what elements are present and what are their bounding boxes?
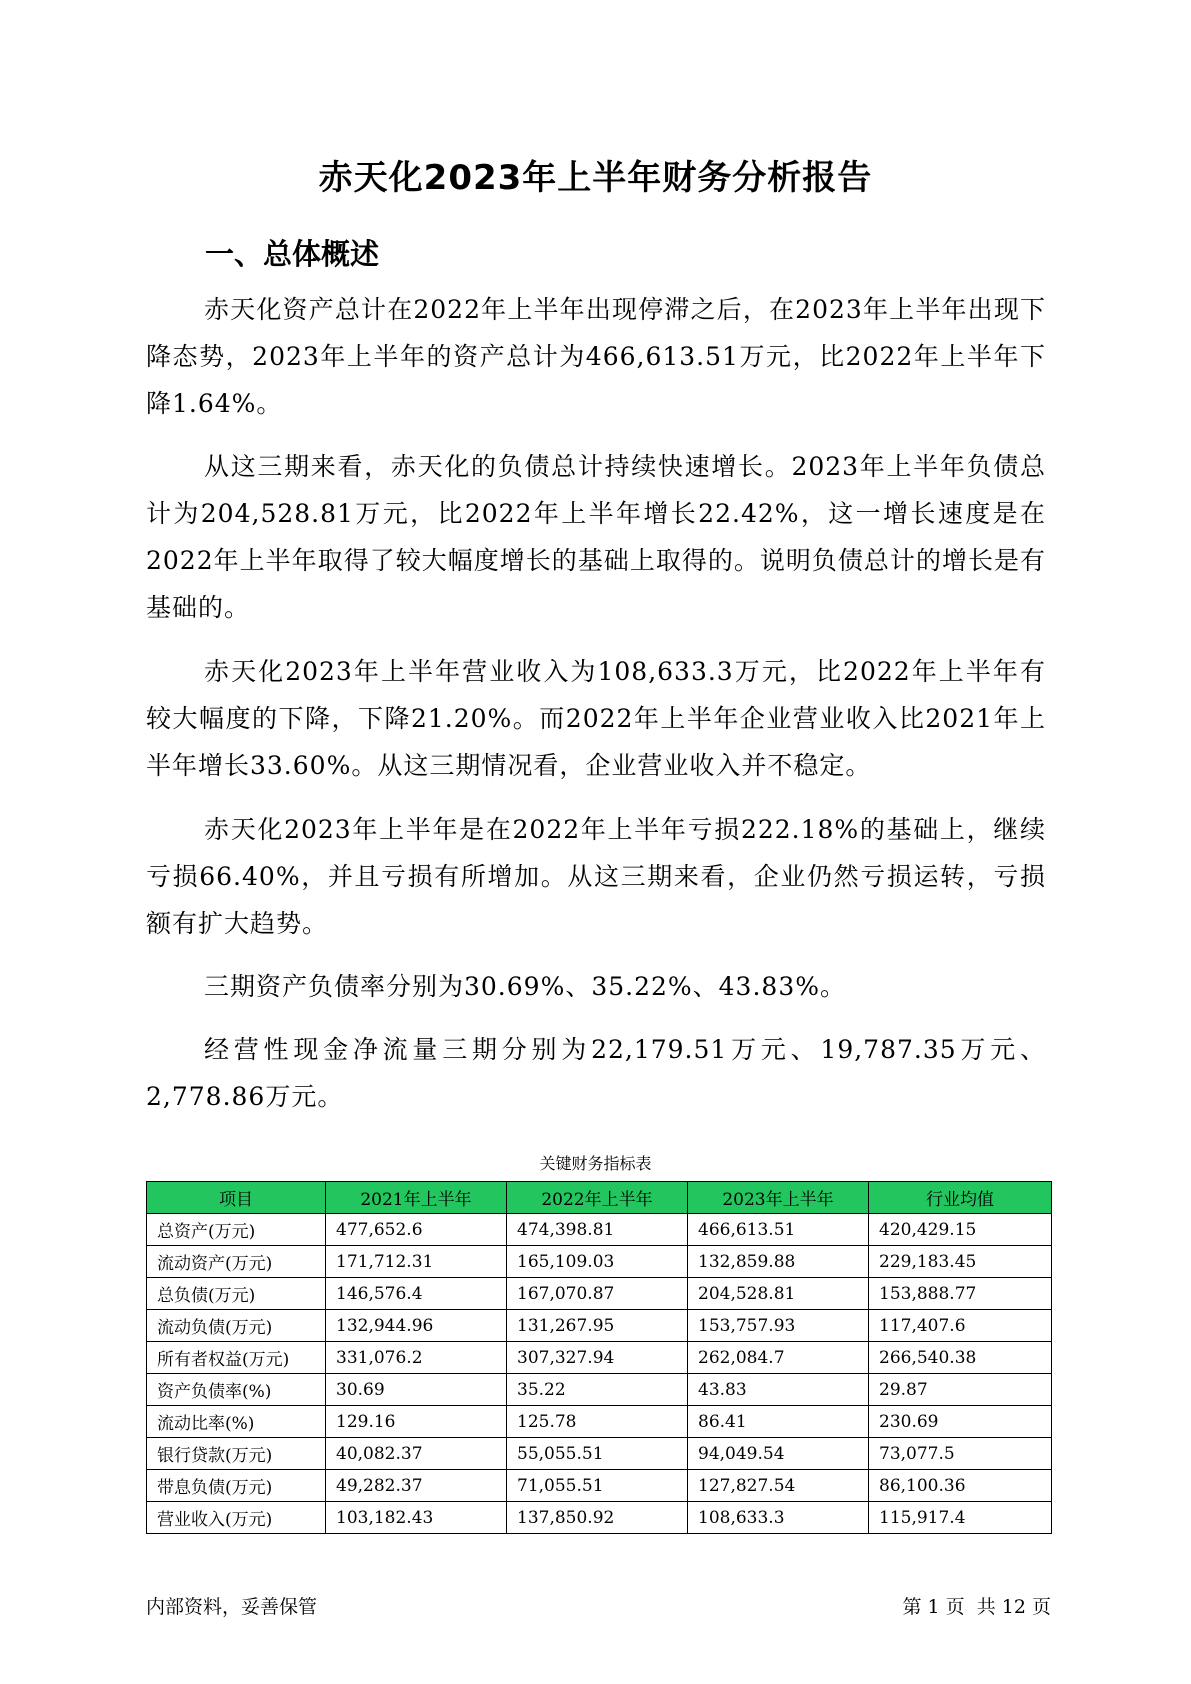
table-cell: 229,183.45	[869, 1246, 1052, 1278]
table-cell: 331,076.2	[326, 1342, 507, 1374]
table-cell: 171,712.31	[326, 1246, 507, 1278]
table-cell: 266,540.38	[869, 1342, 1052, 1374]
page-number: 第 1 页 共 12 页	[902, 1596, 1051, 1618]
table-row	[147, 1470, 1052, 1502]
table-cell: 165,109.03	[507, 1246, 688, 1278]
table-cell: 153,888.77	[869, 1278, 1052, 1310]
table-cell: 167,070.87	[507, 1278, 688, 1310]
table-cell: 103,182.43	[326, 1502, 507, 1534]
table-cell: 43.83	[688, 1374, 869, 1406]
paragraph-revenue: 赤天化2023年上半年营业收入为108,633.3万元，比2022年上半年有较大幅度的下降，下降21.20%。而2022年上半年企业营业收入比2021年上半年增长33.60%。从这三期情况看，企业营业收入并不稳定。	[146, 657, 1046, 780]
table-cell: 131,267.95	[507, 1310, 688, 1342]
row-label: 流动负债(万元)	[147, 1310, 326, 1342]
table-row	[147, 1214, 1052, 1246]
table-cell: 115,917.4	[869, 1502, 1052, 1534]
table-header-row	[147, 1182, 1052, 1214]
table-cell: 146,576.4	[326, 1278, 507, 1310]
header-2021h1: 2021年上半年	[326, 1182, 507, 1214]
table-cell: 132,944.96	[326, 1310, 507, 1342]
table-cell: 153,757.93	[688, 1310, 869, 1342]
header-industry-average: 行业均值	[869, 1182, 1052, 1214]
paragraph-debt-ratio: 三期资产负债率分别为30.69%、35.22%、43.83%。	[204, 972, 846, 1001]
table-cell: 307,327.94	[507, 1342, 688, 1374]
table-row	[147, 1246, 1052, 1278]
table-cell: 477,652.6	[326, 1214, 507, 1246]
table-cell: 230.69	[869, 1406, 1052, 1438]
table-caption: 关键财务指标表	[539, 1154, 652, 1173]
table-cell: 40,082.37	[326, 1438, 507, 1470]
table-cell: 204,528.81	[688, 1278, 869, 1310]
key-financial-table	[146, 1181, 1052, 1534]
row-label: 营业收入(万元)	[147, 1502, 326, 1534]
table-row	[147, 1278, 1052, 1310]
confidential-note: 内部资料，妥善保管	[146, 1596, 318, 1618]
table-cell: 129.16	[326, 1406, 507, 1438]
table-cell: 125.78	[507, 1406, 688, 1438]
row-label: 资产负债率(%)	[147, 1374, 326, 1406]
table-cell: 474,398.81	[507, 1214, 688, 1246]
paragraph-cash-flow: 经营性现金净流量三期分别为22,179.51万元、19,787.35万元、2,778.86万元。	[146, 1035, 1046, 1111]
row-label: 流动比率(%)	[147, 1406, 326, 1438]
table-cell: 35.22	[507, 1374, 688, 1406]
page-title: 赤天化2023年上半年财务分析报告	[318, 158, 873, 198]
table-cell: 466,613.51	[688, 1214, 869, 1246]
section-heading: 一、总体概述	[205, 237, 380, 271]
header-2023h1: 2023年上半年	[688, 1182, 869, 1214]
table-cell: 94,049.54	[688, 1438, 869, 1470]
table-cell: 55,055.51	[507, 1438, 688, 1470]
table-cell: 29.87	[869, 1374, 1052, 1406]
table-cell: 137,850.92	[507, 1502, 688, 1534]
table-cell: 86,100.36	[869, 1470, 1052, 1502]
paragraph-assets: 赤天化资产总计在2022年上半年出现停滞之后，在2023年上半年出现下降态势，2023年上半年的资产总计为466,613.51万元，比2022年上半年下降1.64%。	[146, 295, 1046, 418]
table-cell: 117,407.6	[869, 1310, 1052, 1342]
table-cell: 108,633.3	[688, 1502, 869, 1534]
row-label: 总负债(万元)	[147, 1278, 326, 1310]
header-item: 项目	[147, 1182, 326, 1214]
row-label: 带息负债(万元)	[147, 1470, 326, 1502]
table-row	[147, 1374, 1052, 1406]
row-label: 流动资产(万元)	[147, 1246, 326, 1278]
table-row	[147, 1406, 1052, 1438]
table-cell: 49,282.37	[326, 1470, 507, 1502]
header-2022h1: 2022年上半年	[507, 1182, 688, 1214]
table-row	[147, 1310, 1052, 1342]
paragraph-loss: 赤天化2023年上半年是在2022年上半年亏损222.18%的基础上，继续亏损66.40%，并且亏损有所增加。从这三期来看，企业仍然亏损运转，亏损额有扩大趋势。	[146, 815, 1046, 938]
row-label: 总资产(万元)	[147, 1214, 326, 1246]
paragraph-liabilities: 从这三期来看，赤天化的负债总计持续快速增长。2023年上半年负债总计为204,528.81万元，比2022年上半年增长22.42%，这一增长速度是在2022年上半年取得了较大幅度增长的基础上取得的。说明负债总计的增长是有基础的。	[146, 452, 1046, 622]
table-row	[147, 1438, 1052, 1470]
row-label: 银行贷款(万元)	[147, 1438, 326, 1470]
table-cell: 262,084.7	[688, 1342, 869, 1374]
table-row	[147, 1502, 1052, 1534]
table-row	[147, 1342, 1052, 1374]
table-cell: 132,859.88	[688, 1246, 869, 1278]
table-cell: 86.41	[688, 1406, 869, 1438]
table-cell: 420,429.15	[869, 1214, 1052, 1246]
table-cell: 73,077.5	[869, 1438, 1052, 1470]
row-label: 所有者权益(万元)	[147, 1342, 326, 1374]
table-cell: 127,827.54	[688, 1470, 869, 1502]
table-cell: 30.69	[326, 1374, 507, 1406]
table-cell: 71,055.51	[507, 1470, 688, 1502]
